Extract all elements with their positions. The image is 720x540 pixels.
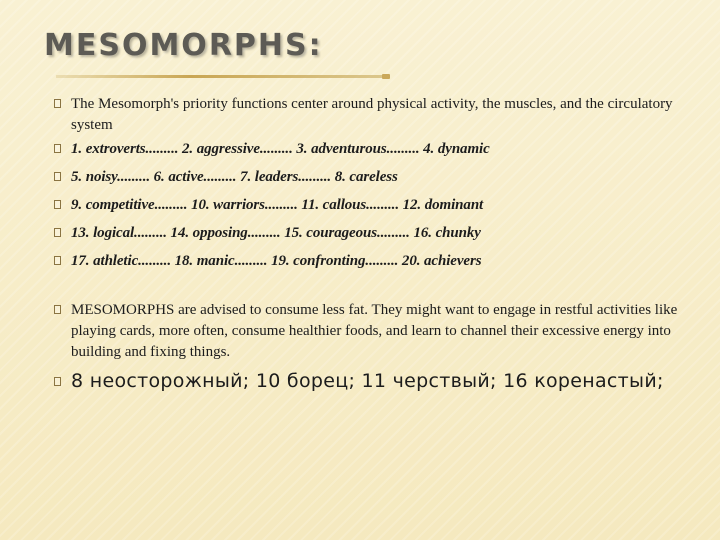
bullet-text: 8 неосторожный; 10 борец; 11 черствый; 16 коренастый; [71, 370, 664, 392]
bullet-text: 5. noisy......... 6. active......... 7. leaders......... 8. careless [71, 169, 398, 185]
square-bullet-icon [54, 144, 61, 153]
title-underline [56, 75, 390, 78]
square-bullet-icon [54, 377, 61, 386]
slide-title: MESOMORPHS: [44, 28, 323, 63]
bullet-text: 13. logical......... 14. opposing......... 15. courageous......... 16. chunky [71, 225, 481, 241]
list-item [54, 300, 684, 363]
square-bullet-icon [54, 305, 61, 314]
square-bullet-icon [54, 99, 61, 108]
square-bullet-icon [54, 172, 61, 181]
bullet-list [54, 94, 684, 394]
list-item [54, 223, 684, 244]
title-underline-end [382, 74, 390, 79]
square-bullet-icon [54, 228, 61, 237]
bullet-text: MESOMORPHS are advised to consume less fat. They might want to engage in restful activities like playing cards, more often, consume healthier foods, and learn to channel their excessive energy into building and fixing things. [71, 302, 678, 360]
list-item [54, 369, 684, 394]
spacer [54, 279, 684, 300]
list-item [54, 94, 684, 136]
bullet-text: 9. competitive......... 10. warriors......... 11. callous......... 12. dominant [71, 197, 484, 213]
list-item [54, 167, 684, 188]
square-bullet-icon [54, 200, 61, 209]
bullet-text: 17. athletic......... 18. manic......... 19. confronting......... 20. achievers [71, 253, 482, 269]
bullet-text: The Mesomorph's priority functions center around physical activity, the muscles, and the circulatory system [71, 96, 673, 133]
list-item [54, 139, 684, 160]
square-bullet-icon [54, 256, 61, 265]
list-item [54, 251, 684, 272]
bullet-text: 1. extroverts......... 2. aggressive......... 3. adventurous......... 4. dynamic [71, 141, 490, 157]
list-item [54, 195, 684, 216]
